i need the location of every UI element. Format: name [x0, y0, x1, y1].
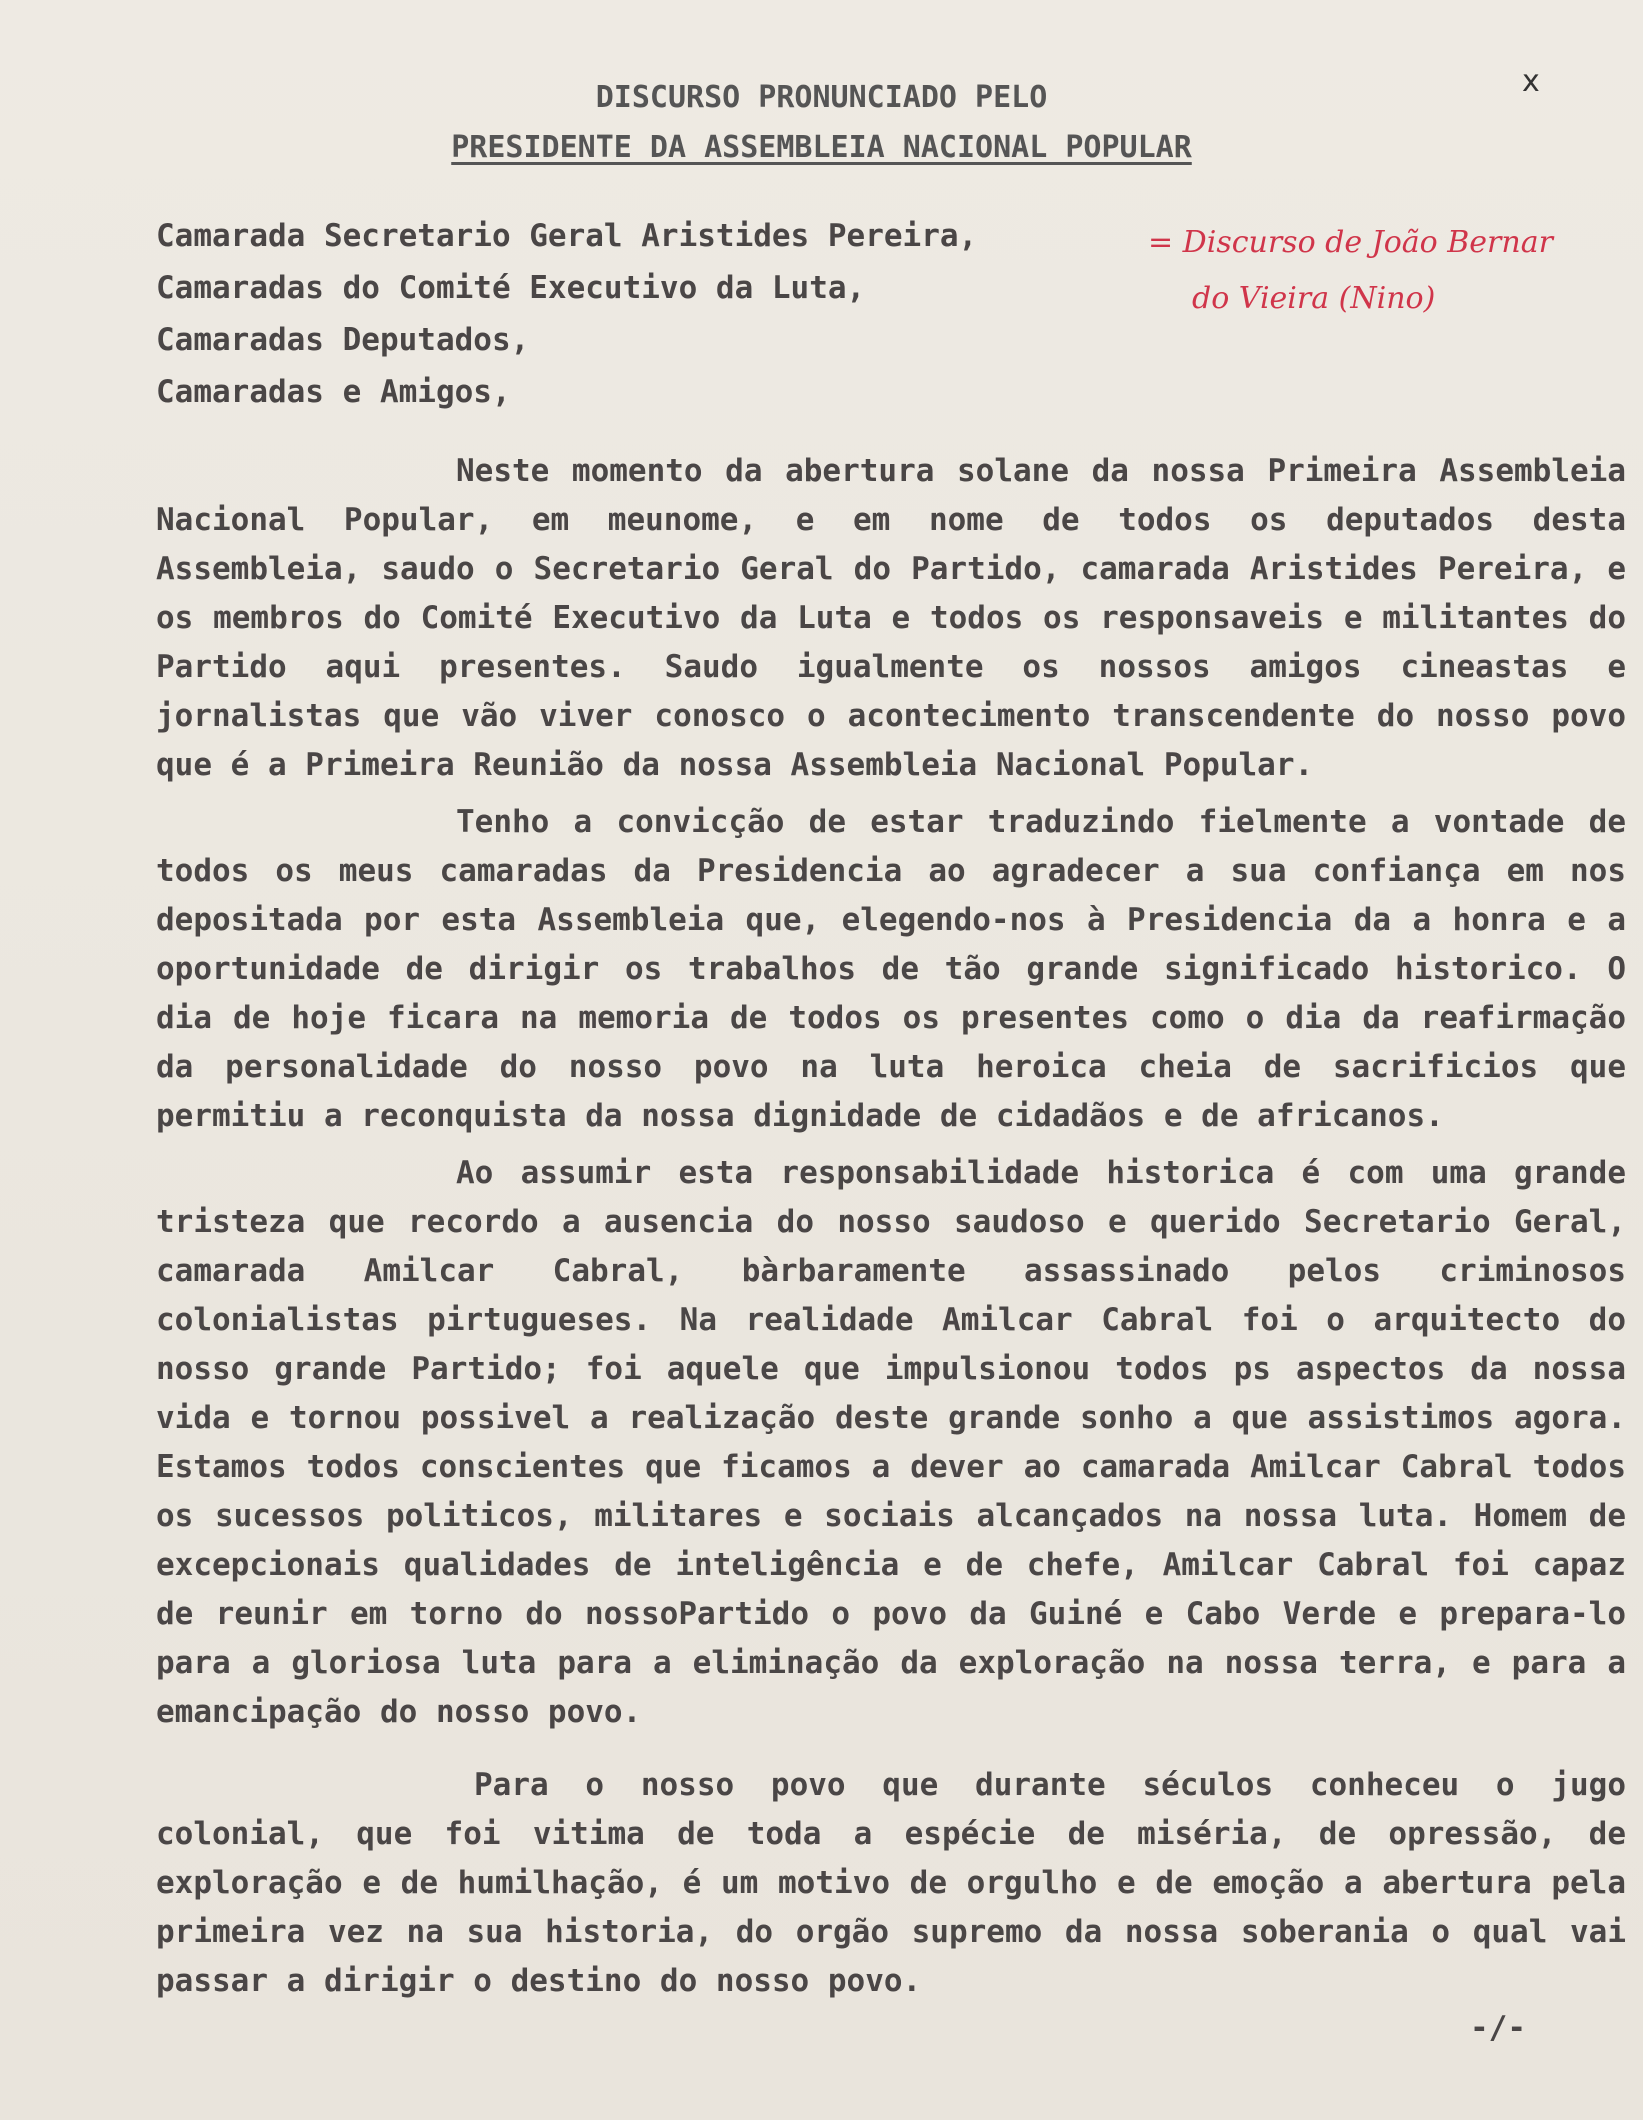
- paragraph: Ao assumir esta responsabilidade historica é com uma grande tristeza que recordo a ausencia do nosso saudoso e querido Secretario Geral, camarada Amilcar Cabral, bàrbaramente assassinado pelos criminosos colonialistas pirtugueses. Na realidade Amilcar Cabral foi o arquitecto do nosso grande Partido; foi aquele que impulsionou todos ps aspectos da nossa vida e tornou possivel a realização deste grande sonho a que assistimos agora. Estamos todos conscientes que ficamos a dever ao camarada Amilcar Cabral todos os sucessos politicos, militares e sociais alcançados na nossa luta. Homem de excepcionais qualidades de inteligência e de chefe, Amilcar Cabral foi capaz de reunir em torno do nossoPartido o povo da Guiné e Cabo Verde e prepara-lo para a gloriosa luta para a eliminação da exploração na nossa terra, e para a emancipação do nosso povo.: [156, 1155, 1626, 1730]
- salutation-line: Camaradas Deputados,: [156, 322, 530, 358]
- continuation-mark: -/-: [1470, 2010, 1526, 2046]
- document-title-line2: PRESIDENTE DA ASSEMBLEIA NACIONAL POPULAR: [451, 130, 1192, 165]
- annotation-line: = Discurso de João Bernar: [1148, 225, 1553, 260]
- paragraph: Neste momento da abertura solane da nossa Primeira Assembleia Nacional Popular, em meunome, e em nome de todos os deputados desta Assembleia, saudo o Secretario Geral do Partido, camarada Aristides Pereira, e os membros do Comité Executivo da Luta e todos os responsaveis e militantes do Partido aqui presentes. Saudo igualmente os nossos amigos cineastas e jornalistas que vão viver conosco o acontecimento transcendente do nosso povo que é a Primeira Reunião da nossa Assembleia Nacional Popular.: [156, 453, 1626, 783]
- paragraph: Tenho a convicção de estar traduzindo fielmente a vontade de todos os meus camaradas da Presidencia ao agradecer a sua confiança em nos depositada por esta Assembleia que, elegendo-nos à Presidencia da a honra e a oportunidade de dirigir os trabalhos de tão grande significado historico. O dia de hoje ficara na memoria de todos os presentes como o dia da reafirmação da personalidade do nosso povo na luta heroica cheia de sacrificios que permitiu a reconquista da nossa dignidade de cidadãos e de africanos.: [156, 804, 1626, 1134]
- corner-mark: x: [1522, 64, 1540, 99]
- salutation-line: Camaradas e Amigos,: [156, 374, 511, 410]
- speech-body: [156, 447, 1626, 2006]
- salutation-line: Camaradas do Comité Executivo da Luta,: [156, 270, 866, 306]
- annotation-line: do Vieira (Nino): [1192, 281, 1436, 316]
- handwritten-annotation: [1148, 215, 1553, 327]
- paragraph: Para o nosso povo que durante séculos conheceu o jugo colonial, que foi vitima de toda a espécie de miséria, de opressão, de exploração e de humilhação, é um motivo de orgulho e de emoção a abertura pela primeira vez na sua historia, do orgão supremo da nossa soberania o qual vai passar a dirigir o destino do nosso povo.: [156, 1767, 1626, 1999]
- document-title-line1: DISCURSO PRONUNCIADO PELO: [595, 80, 1048, 115]
- salutation-line: Camarada Secretario Geral Aristides Pereira,: [156, 218, 978, 254]
- salutations-block: [156, 210, 977, 418]
